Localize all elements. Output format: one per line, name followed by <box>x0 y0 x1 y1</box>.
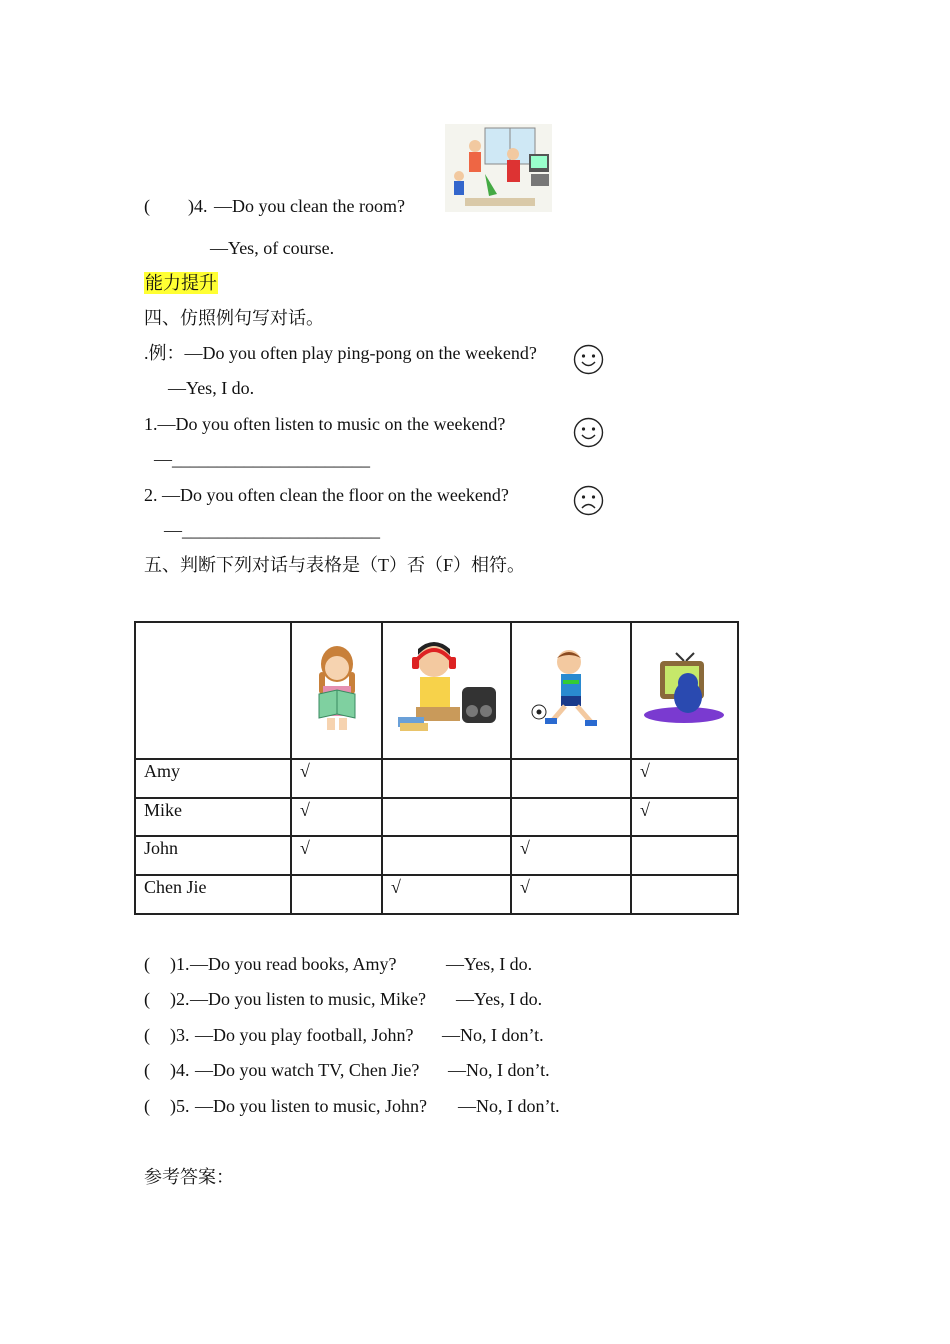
row-cell <box>382 836 511 875</box>
row-cell <box>511 759 631 798</box>
tf-answer: —No, I don’t. <box>442 1025 544 1045</box>
boy-listening-music-icon <box>392 637 502 739</box>
example-answer: —Yes, I do. <box>168 378 255 398</box>
row-cell: √ <box>511 836 631 875</box>
q4-paren: ( <box>144 196 150 216</box>
row-name: Amy <box>135 759 291 798</box>
table-row <box>135 836 738 875</box>
tf-paren: ( <box>144 1025 150 1045</box>
item2-answer-line: —______________________ <box>164 520 380 540</box>
row-cell: √ <box>291 798 382 836</box>
example-question: .例：—Do you often play ping-pong on the weekend? <box>144 343 537 363</box>
q4-question: —Do you clean the room? <box>214 196 405 216</box>
header-play-football <box>511 622 631 759</box>
row-name: Mike <box>135 798 291 836</box>
header-read-books <box>291 622 382 759</box>
section-ability-title: 能力提升 <box>145 273 217 293</box>
row-cell <box>511 798 631 836</box>
tf-answer: —Yes, I do. <box>446 954 533 974</box>
table-row <box>135 875 738 914</box>
tf-question: —Do you watch TV, Chen Jie? <box>195 1060 420 1080</box>
table-header-row <box>135 622 738 759</box>
tf-question: —Do you read books, Amy? <box>190 954 397 974</box>
tf-paren: ( <box>144 1060 150 1080</box>
tf-question: —Do you listen to music, John? <box>195 1096 427 1116</box>
row-cell: √ <box>631 798 738 836</box>
smiley-face-icon <box>573 344 604 375</box>
row-cell <box>631 875 738 914</box>
boy-playing-football-icon <box>531 646 611 730</box>
row-cell: √ <box>511 875 631 914</box>
header-listen-music <box>382 622 511 759</box>
tf-answer: —No, I don’t. <box>448 1060 550 1080</box>
tf-answer: —No, I don’t. <box>458 1096 560 1116</box>
row-cell <box>382 798 511 836</box>
section5-title: 五、判断下列对话与表格是（T）否（F）相符。 <box>144 555 526 575</box>
table-row <box>135 759 738 798</box>
tf-question: —Do you listen to music, Mike? <box>190 989 426 1009</box>
family-cleaning-room-illustration <box>445 124 552 212</box>
table-row <box>135 798 738 836</box>
smiley-face-icon <box>573 417 604 448</box>
row-cell: √ <box>291 836 382 875</box>
tf-paren: ( <box>144 1096 150 1116</box>
tf-number: )5. <box>170 1096 190 1116</box>
item2-question: 2. —Do you often clean the floor on the weekend? <box>144 485 509 505</box>
tf-number: )2. <box>170 989 190 1009</box>
row-name: Chen Jie <box>135 875 291 914</box>
tf-question: —Do you play football, John? <box>195 1025 414 1045</box>
table-corner-cell <box>135 622 291 759</box>
row-cell <box>631 836 738 875</box>
tf-number: )4. <box>170 1060 190 1080</box>
row-cell: √ <box>291 759 382 798</box>
activity-table <box>134 621 739 915</box>
tf-answer: —Yes, I do. <box>456 989 543 1009</box>
row-name: John <box>135 836 291 875</box>
item1-answer-line: —______________________ <box>154 449 370 469</box>
row-cell: √ <box>382 875 511 914</box>
tf-paren: ( <box>144 954 150 974</box>
tf-number: )3. <box>170 1025 190 1045</box>
girl-reading-book-icon <box>311 642 363 734</box>
answer-key-label: 参考答案： <box>144 1167 234 1187</box>
sad-face-icon <box>573 485 604 516</box>
kid-watching-tv-icon <box>642 649 728 727</box>
header-watch-tv <box>631 622 738 759</box>
row-cell <box>291 875 382 914</box>
tf-paren: ( <box>144 989 150 1009</box>
item1-question: 1.—Do you often listen to music on the weekend? <box>144 414 506 434</box>
row-cell: √ <box>631 759 738 798</box>
q4-answer: —Yes, of course. <box>210 238 335 258</box>
section4-title: 四、仿照例句写对话。 <box>144 308 324 328</box>
tf-number: )1. <box>170 954 190 974</box>
row-cell <box>382 759 511 798</box>
q4-number: )4. <box>188 196 208 216</box>
